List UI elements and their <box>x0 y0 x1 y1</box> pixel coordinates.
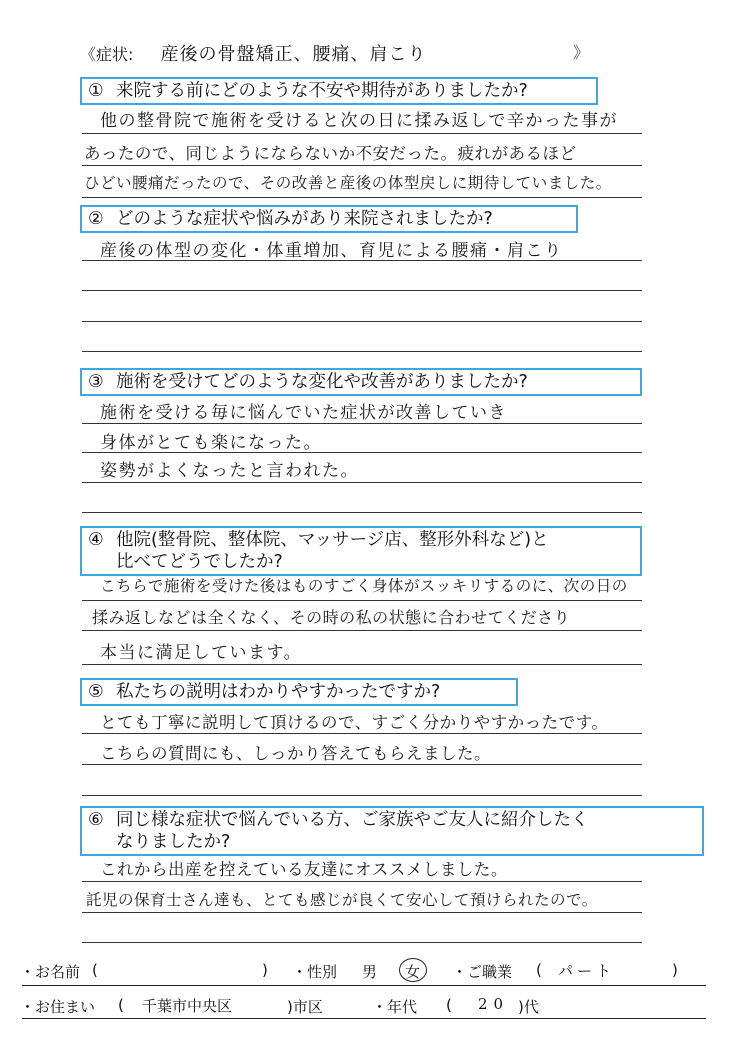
answer-rule <box>82 630 642 631</box>
job-close-paren: ) <box>672 961 678 979</box>
question-6-number: ⑥ <box>88 810 104 830</box>
age-open-paren: ( <box>446 996 452 1014</box>
gender-selected-circle <box>399 958 427 982</box>
answer-rule <box>82 764 642 765</box>
footer-rule-2 <box>22 1018 706 1019</box>
answer-rule <box>82 600 642 601</box>
answer-rule <box>82 423 642 424</box>
answer-rule <box>82 133 642 134</box>
answer-4-line-2: 揉み返しなどは全くなく、その時の私の状態に合わせてくださり <box>92 608 571 627</box>
answer-rule <box>82 351 642 352</box>
question-6-text-line-2: なりましたか? <box>116 832 231 852</box>
symptom-label: 《症状: <box>80 45 134 64</box>
answer-rule <box>82 881 642 882</box>
answer-1-line-1: 他の整骨院で施術を受けると次の日に揉み返しで辛かった事が <box>100 111 618 131</box>
answer-rule <box>82 290 642 291</box>
answer-rule <box>82 197 642 198</box>
question-2-box <box>80 205 578 233</box>
question-1-number: ① <box>88 81 104 101</box>
question-3-text: 施術を受けてどのような変化や改善がありましたか? <box>116 372 528 392</box>
question-4-number: ④ <box>88 530 104 550</box>
job-value: パート <box>558 962 616 980</box>
answer-rule <box>82 664 642 665</box>
symptom-value: 産後の骨盤矯正、腰痛、肩こり <box>160 44 427 65</box>
answer-rule <box>82 733 642 734</box>
question-4-text-line-2: 比べてどうでしたか? <box>116 552 283 572</box>
question-2-number: ② <box>88 209 104 229</box>
question-6-text: 同じ様な症状で悩んでいる方、ご家族やご友人に紹介したく <box>116 810 589 830</box>
question-4-box <box>80 526 642 576</box>
name-label: ・お名前 <box>20 963 81 981</box>
answer-5-line-2: こちらの質問にも、しっかり答えてもらえました。 <box>100 744 491 763</box>
answer-6-line-1: これから出産を控えている友達にオススメしました。 <box>100 860 508 879</box>
answer-5-line-1: とても丁寧に説明して頂けるので、すごく分かりやすかったです。 <box>100 713 609 732</box>
gender-label: ・性別 <box>292 963 338 981</box>
job-open-paren: ( <box>536 961 542 979</box>
answer-rule <box>82 482 642 483</box>
gender-female: 女 <box>405 963 421 981</box>
answer-rule <box>82 795 642 796</box>
age-close-suffix: )代 <box>518 998 539 1016</box>
age-value: 20 <box>478 995 510 1013</box>
answer-3-line-2: 身体がとても楽になった。 <box>100 433 322 453</box>
question-2-text: どのような症状や悩みがあり来院されましたか? <box>116 209 493 229</box>
question-3-box <box>80 368 642 396</box>
question-5-box <box>80 678 518 706</box>
symptom-close-bracket: 》 <box>573 43 590 62</box>
answer-rule <box>82 912 642 913</box>
question-5-text: 私たちの説明はわかりやすかったですか? <box>116 682 441 702</box>
answer-1-line-3: ひどい腰痛だったので、その改善と産後の体型戻しに期待していました。 <box>84 174 612 192</box>
question-5-number: ⑤ <box>88 682 104 702</box>
answer-rule <box>82 165 642 166</box>
answer-2-line-1: 産後の体型の変化・体重増加、育児による腰痛・肩こり <box>100 241 563 261</box>
name-open-paren: ( <box>92 961 98 979</box>
answer-3-line-1: 施術を受ける毎に悩んでいた症状が改善していき <box>100 403 507 423</box>
answer-rule <box>82 452 642 453</box>
address-open-paren: ( <box>118 996 124 1014</box>
question-1-text: 来院する前にどのような不安や期待がありましたか? <box>116 81 528 101</box>
answer-rule <box>82 260 642 261</box>
footer-rule-1 <box>22 985 706 986</box>
answer-1-line-2: あったので、同じようにならないか不安だった。疲れがあるほど <box>84 144 577 163</box>
answer-6-line-2: 託児の保育士さん達も、とても感じが良くて安心して預けられたので。 <box>86 891 598 909</box>
question-3-number: ③ <box>88 372 104 392</box>
answer-rule <box>82 512 642 513</box>
question-6-box <box>80 806 704 856</box>
answer-rule <box>82 321 642 322</box>
answer-3-line-3: 姿勢がよくなったと言われた。 <box>100 461 359 481</box>
question-4-text: 他院(整骨院、整体院、マッサージ店、整形外科など)と <box>116 530 549 550</box>
gender-male: 男 <box>362 963 378 981</box>
symptom-header <box>80 40 590 66</box>
answer-rule <box>82 942 642 943</box>
answer-4-line-3: 本当に満足しています。 <box>100 643 303 663</box>
question-1-box <box>80 77 598 105</box>
answer-4-line-1: こちらで施術を受けた後はものすごく身体がスッキリするのに、次の日の <box>100 577 628 595</box>
address-close-suffix: )市区 <box>287 998 323 1016</box>
address-label: ・お住まい <box>20 998 96 1016</box>
address-value: 千葉市中央区 <box>142 997 233 1015</box>
age-label: ・年代 <box>372 998 418 1016</box>
name-close-paren: ) <box>262 961 268 979</box>
job-label: ・ご職業 <box>452 963 513 981</box>
